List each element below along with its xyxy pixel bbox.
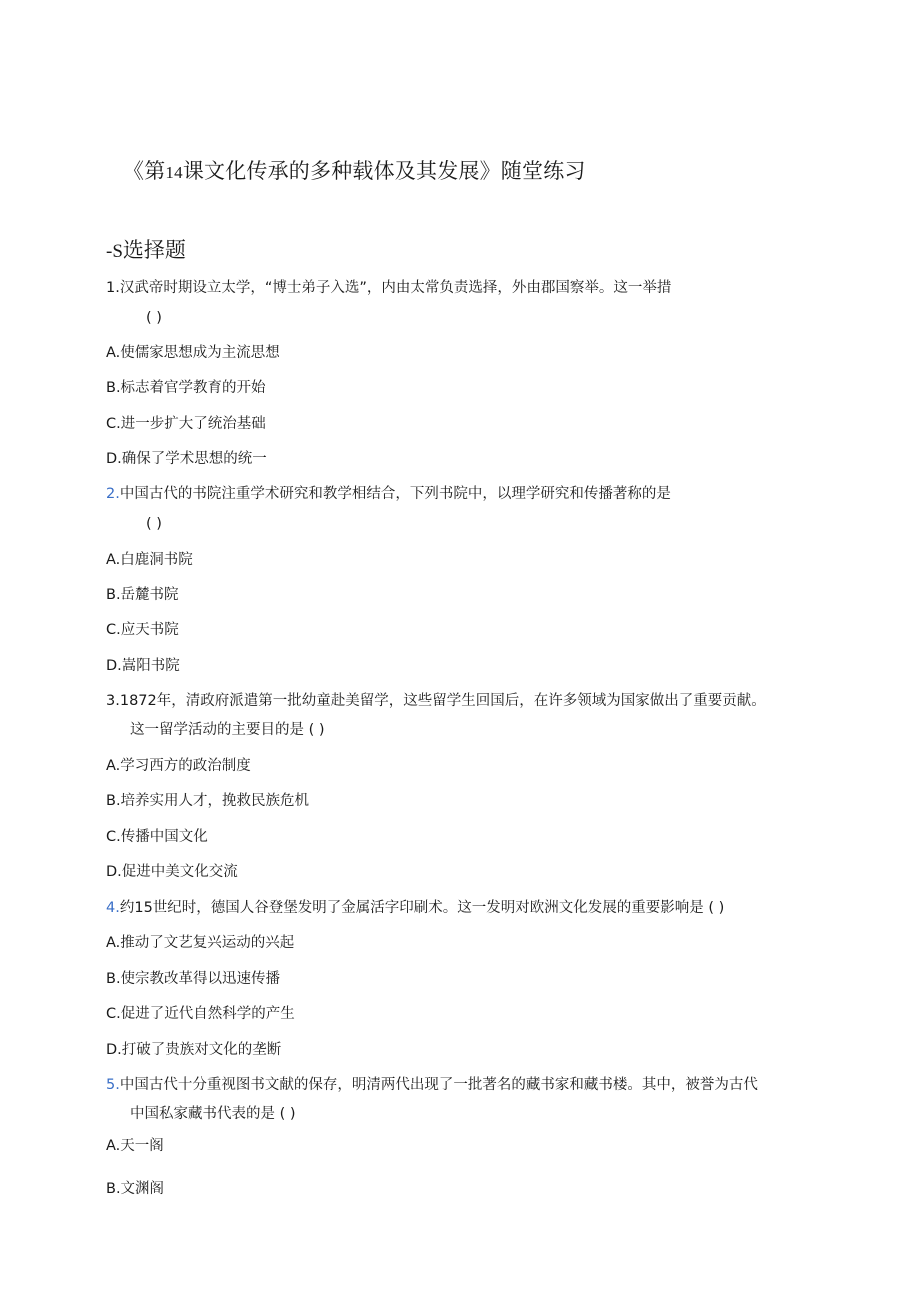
question-number: 2. (106, 486, 120, 502)
question-5-option-a: A.天一阁 (106, 1138, 164, 1154)
document-title (123, 155, 586, 185)
question-2-bracket: ( ) (146, 516, 162, 532)
question-3-continuation: 这一留学活动的主要目的是 ( ) (130, 722, 325, 738)
question-number: 5. (106, 1077, 120, 1093)
question-2-stem (106, 484, 671, 504)
question-text: 汉武帝时期设立太学，“博士弟子入选”，内由太常负责选择，外由郡国察举。这一举措 (119, 280, 672, 296)
question-3-option-d: D.促进中美文化交流 (106, 864, 238, 880)
question-1-option-b: B.标志着官学教育的开始 (106, 380, 266, 396)
question-5-continuation: 中国私家藏书代表的是 ( ) (130, 1106, 296, 1122)
section-heading-text: 选择题 (122, 238, 186, 262)
question-3-option-c: C.传播中国文化 (106, 829, 208, 845)
question-3-stem (106, 691, 766, 711)
question-1-option-a: A.使儒家思想成为主流思想 (106, 345, 280, 361)
question-2-option-d: D.嵩阳书院 (106, 658, 180, 674)
question-2-option-a: A.白鹿洞书院 (106, 552, 193, 568)
question-text: 中国古代十分重视图书文献的保存，明清两代出现了一批著名的藏书家和藏书楼。其中，被誉为古代 (119, 1077, 758, 1093)
title-rest: 课文化传承的多种载体及其发展》随堂练习 (182, 159, 586, 183)
question-number: 3. (106, 693, 120, 709)
question-4-option-d: D.打破了贵族对文化的垄断 (106, 1042, 282, 1058)
question-4-option-c: C.促进了近代自然科学的产生 (106, 1006, 295, 1022)
question-number: 1. (106, 280, 120, 296)
question-2-option-b: B.岳麓书院 (106, 587, 179, 603)
question-4-option-b: B.使宗教改革得以迅速传播 (106, 971, 281, 987)
question-number: 4. (106, 900, 120, 916)
question-1-option-c: C.进一步扩大了统治基础 (106, 416, 266, 432)
question-3-option-a: A.学习西方的政治制度 (106, 758, 251, 774)
question-2-option-c: C.应天书院 (106, 622, 179, 638)
question-text: 约15世纪时，德国人谷登堡发明了金属活字印刷术。这一发明对欧洲文化发展的重要影响是 ( ) (119, 900, 725, 916)
title-open: 《第 (123, 159, 166, 183)
question-4-stem (106, 898, 724, 918)
question-text: 中国古代的书院注重学术研究和教学相结合，下列书院中，以理学研究和传播著称的是 (119, 486, 671, 502)
question-1-bracket: ( ) (146, 310, 162, 326)
question-5-stem (106, 1075, 758, 1095)
question-1-stem (106, 278, 671, 298)
section-prefix: -S (106, 241, 123, 262)
question-text: 1872年，清政府派遣第一批幼童赴美留学，这些留学生回国后，在许多领域为国家做出了重要贡献。 (119, 693, 766, 709)
title-lesson-number: 14 (165, 163, 183, 182)
question-4-option-a: A.推动了文艺复兴运动的兴起 (106, 935, 295, 951)
question-5-option-b: B.文渊阁 (106, 1181, 165, 1197)
question-1-option-d: D.确保了学术思想的统一 (106, 451, 267, 467)
question-3-option-b: B.培养实用人才，挽救民族危机 (106, 793, 310, 809)
section-heading (106, 234, 186, 264)
